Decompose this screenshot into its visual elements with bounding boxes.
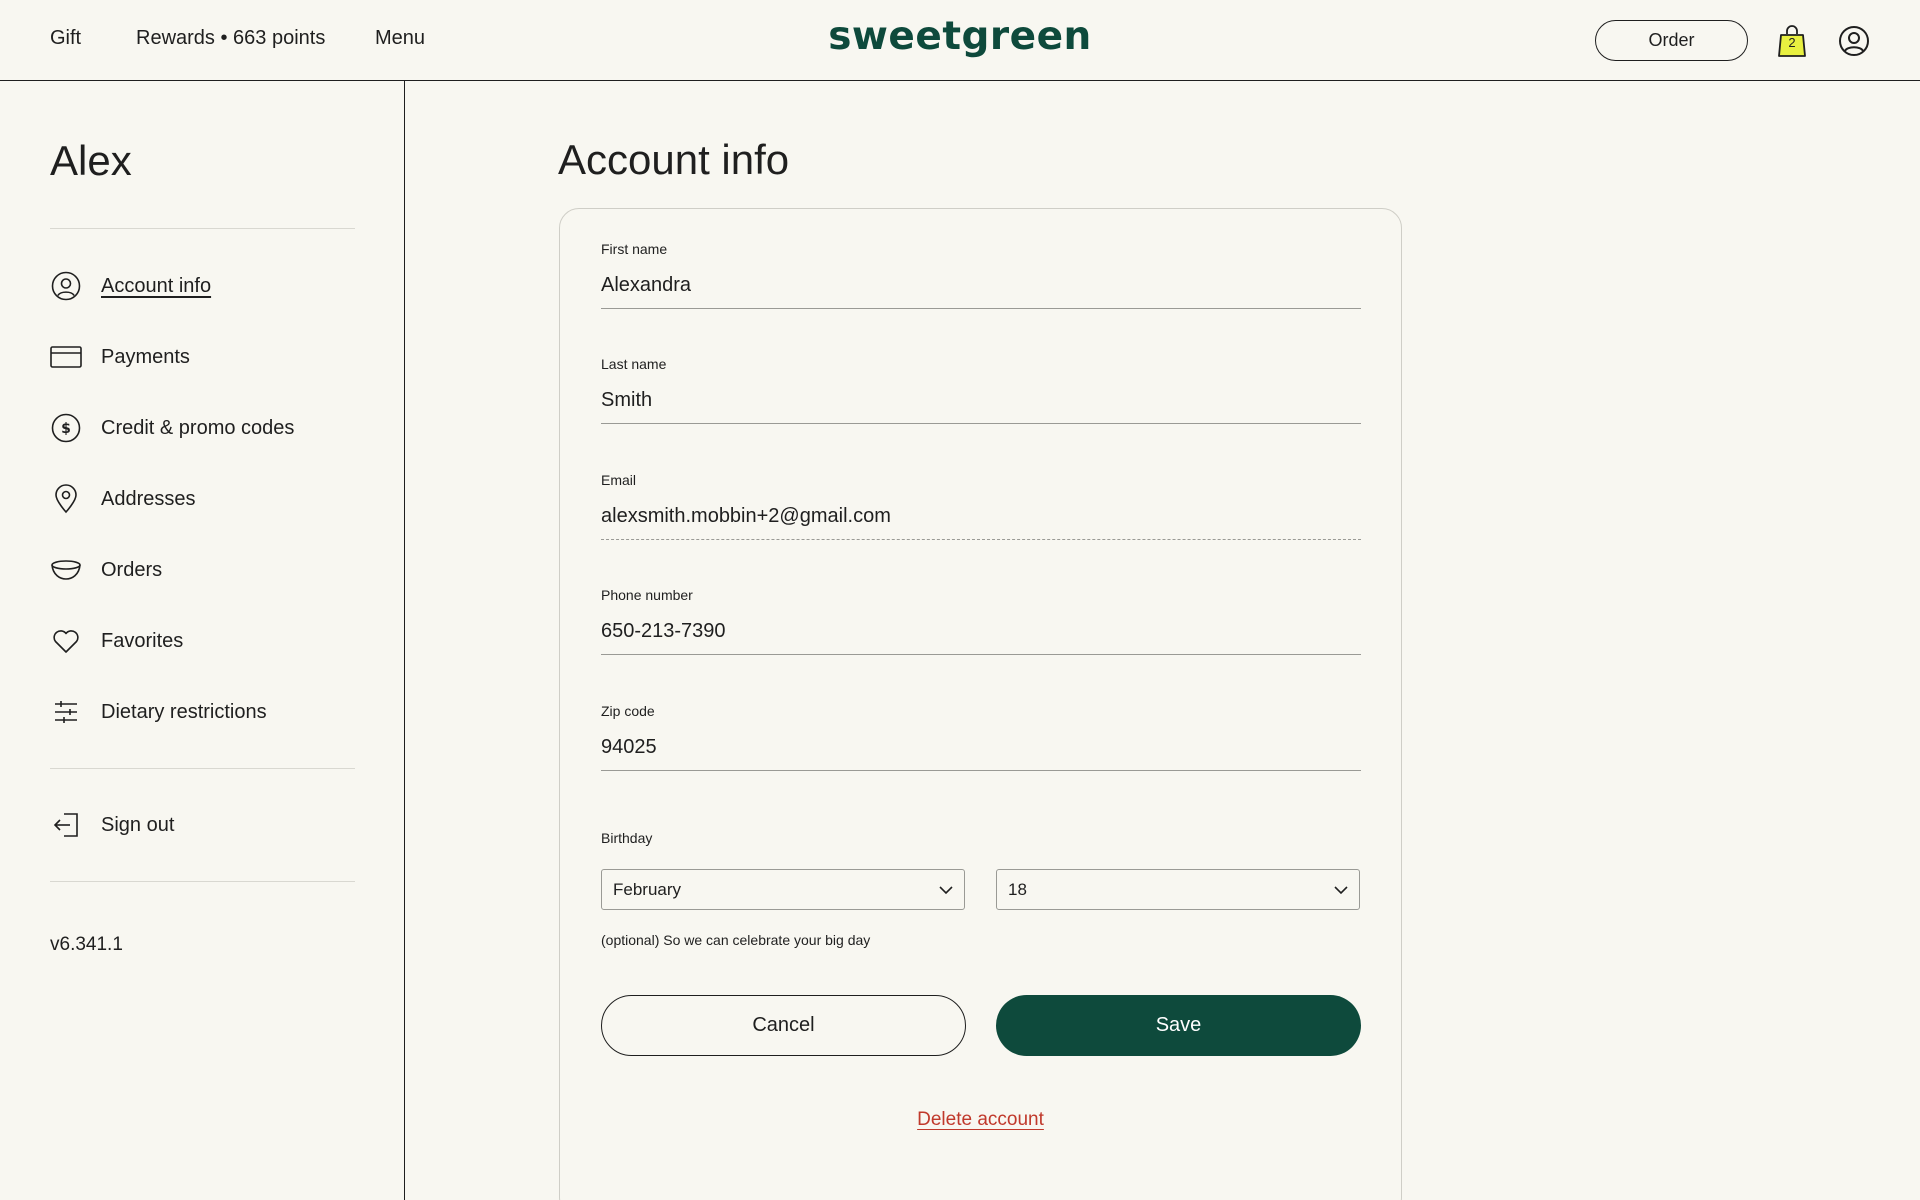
sidebar-item-payments[interactable] <box>50 340 190 374</box>
heart-icon <box>50 625 82 657</box>
last-name-input[interactable] <box>601 386 1361 424</box>
sidebar-divider <box>50 768 355 769</box>
svg-text:$: $ <box>61 421 71 437</box>
sign-out-label: Sign out <box>101 813 175 836</box>
email-label: Email <box>601 472 637 488</box>
birthday-day-value: 18 <box>1008 879 1027 899</box>
top-nav <box>0 0 1920 81</box>
save-button[interactable]: Save <box>996 995 1361 1056</box>
sidebar-item-label: Credit & promo codes <box>101 416 295 439</box>
birthday-day-select[interactable] <box>996 869 1360 910</box>
chevron-down-icon <box>938 882 954 898</box>
order-button[interactable]: Order <box>1595 20 1748 61</box>
birthday-hint: (optional) So we can celebrate your big day <box>601 932 871 948</box>
sign-out-button[interactable] <box>50 808 174 842</box>
sidebar-item-favorites[interactable] <box>50 624 183 658</box>
location-pin-icon <box>50 483 82 515</box>
sidebar-item-label: Dietary restrictions <box>101 700 267 723</box>
app-version: v6.341.1 <box>50 934 123 955</box>
card-icon <box>50 341 82 373</box>
sidebar-item-credit-promo[interactable] <box>50 411 294 445</box>
sidebar-item-account-info[interactable] <box>50 269 211 303</box>
email-field <box>601 502 1361 540</box>
page-title: Account info <box>558 136 790 183</box>
birthday-month-select[interactable] <box>601 869 965 910</box>
zip-group <box>601 703 1361 771</box>
bowl-icon <box>50 554 82 586</box>
sliders-icon <box>50 696 82 728</box>
chevron-down-icon <box>1333 882 1349 898</box>
phone-group <box>601 587 1361 655</box>
sidebar-item-label: Favorites <box>101 629 184 652</box>
sidebar-divider <box>50 228 355 229</box>
zip-input[interactable] <box>601 733 1361 771</box>
sidebar-divider <box>50 881 355 882</box>
cancel-button[interactable]: Cancel <box>601 995 966 1056</box>
zip-label: Zip code <box>601 703 655 719</box>
birthday-label: Birthday <box>601 830 653 846</box>
account-info-form <box>559 208 1402 1200</box>
birthday-group <box>601 830 1361 846</box>
account-icon[interactable] <box>1838 25 1870 57</box>
first-name-label: First name <box>601 241 668 257</box>
last-name-label: Last name <box>601 356 667 372</box>
brand-logo[interactable]: sweetgreen <box>828 14 1092 59</box>
sidebar-item-label: Orders <box>101 558 163 581</box>
sidebar-item-orders[interactable] <box>50 553 162 587</box>
sidebar-item-addresses[interactable] <box>50 482 196 516</box>
first-name-input[interactable] <box>601 271 1361 309</box>
sign-out-icon <box>50 809 82 841</box>
sidebar-item-label: Addresses <box>101 487 196 510</box>
delete-account-link[interactable]: Delete account <box>917 1109 1044 1130</box>
nav-menu-link[interactable]: Menu <box>375 27 426 49</box>
email-group <box>601 472 1361 540</box>
phone-input[interactable] <box>601 617 1361 655</box>
phone-label: Phone number <box>601 587 693 603</box>
user-name-heading: Alex <box>50 137 132 184</box>
account-icon <box>50 270 82 302</box>
sidebar-item-dietary[interactable] <box>50 695 267 729</box>
account-sidebar <box>0 81 405 1200</box>
birthday-month-value: February <box>613 879 682 899</box>
nav-gift-link[interactable]: Gift <box>50 27 82 49</box>
first-name-group <box>601 241 1361 309</box>
bag-count-badge: 2 <box>1788 35 1796 50</box>
sidebar-item-label: Account info <box>101 274 212 297</box>
sidebar-item-label: Payments <box>101 345 190 368</box>
last-name-group <box>601 356 1361 424</box>
nav-rewards-link[interactable]: Rewards • 663 points <box>136 27 326 49</box>
dollar-icon <box>50 412 82 444</box>
